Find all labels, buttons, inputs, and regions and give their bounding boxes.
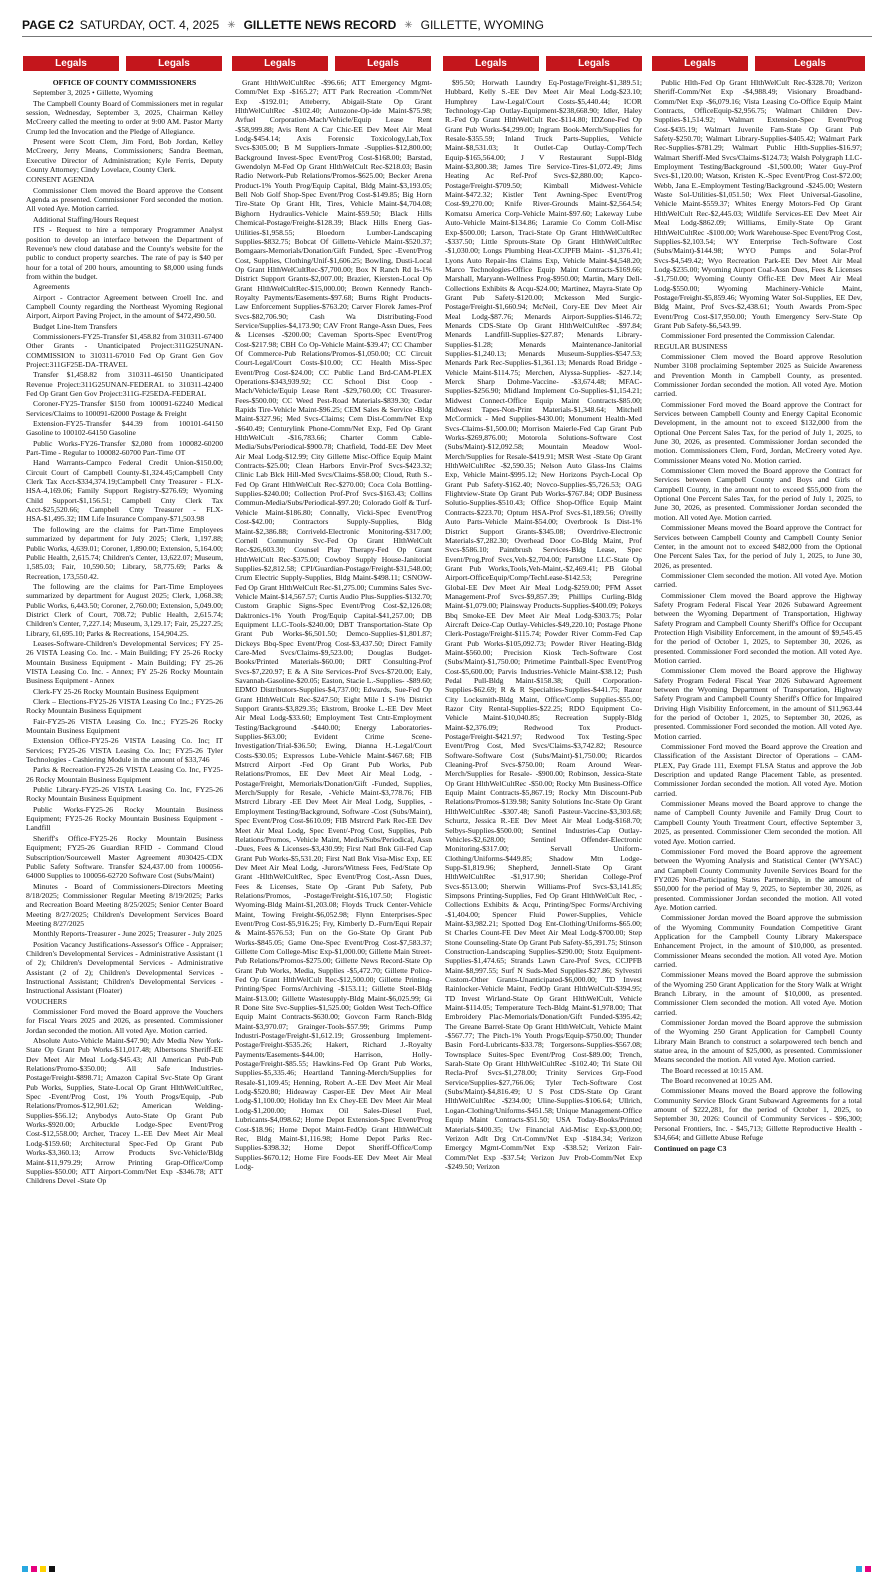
legal-paragraph: Extension Office-FY25-26 VISTA Leasing Co. Inc; IT Services; FY25-26 VISTA Leasing Co. Inc; FY25-26 Tyler Technologies - Cashiering Module in the amount of $33,746 xyxy=(26,736,223,765)
legal-paragraph: Public Library-FY25-26 VISTA Leasing Co. Inc, FY25-26 Rocky Mountain Business Equipment xyxy=(26,785,223,804)
legal-paragraph: CONSENT AGENDA xyxy=(26,175,95,185)
legal-paragraph: Fair-FY25-26 VISTA Leasing Co. Inc.; FY25-26 Rocky Mountain Business Equipment xyxy=(26,716,223,736)
legal-paragraph: The Board recessed at 10:15 AM. xyxy=(661,1065,764,1075)
legal-paragraph: Minutes - Board of Commissioners-Directors Meeting 8/18/2025; Commissioner Regular Meeting 8/19/2025; Parks and Recreation Board Meeting 8/25/2025; Senior Center Board Meeting 8/27/2025; Children's Development Services Board Meeting 8/27/2025 xyxy=(26,881,223,928)
legal-paragraph: VOUCHERS xyxy=(26,996,67,1006)
legal-column-3 xyxy=(445,78,642,1556)
legal-paragraph: Commissioner Jordan moved the Board approve the submission of the Wyoming 250 Grant Application for Campbell County Library Main Branch to construct a solarpowered tech bench and statue area, in the amount of $25,000, as presented. Commissioner Means seconded the motion. All voted Aye. Motion carried. xyxy=(654,1018,862,1065)
legal-paragraph: Commissioner Jordan moved the Board approve the submission of the Wyoming Community Foundation Competitive Grant Application for the Campbell County Library Makerspace Enhancement Project, in the amount of $10,000, as presented. Commissioner Means seconded the motion. All voted Aye. Motion carried. xyxy=(654,913,862,969)
legal-paragraph: OFFICE OF COUNTY COMMISSIONERS xyxy=(52,78,197,87)
legal-paragraph: Parks & Recreation-FY25-26 VISTA Leasing Co. Inc, FY25-26 Rocky Mountain Business Equipment xyxy=(26,765,223,784)
legal-paragraph: Leases-Software-Children's Developmental Services; FY 25-26 VISTA Leasing Co. Inc. - Main Building; FY 25-26 Rocky Mountain Business Equipment - Main Building; FY 25-26 VISTA Leasing Co. Inc. - Annex; FY 25-26 Rocky Mountain Business Equipment - Annex xyxy=(26,638,223,686)
legal-paragraph: Commissioners-FY25-Transfer $1,458.82 from 310311-67400 Other Grants - Unanticipated Project:311G25UNAN-COMMISSION to 310311-67010 Fed Op Grant Gen Gov Project:311GF25E-DA-TRAVEL xyxy=(26,331,223,369)
masthead-rule xyxy=(22,36,872,37)
legal-paragraph: Continued on page C3 xyxy=(654,1143,727,1153)
legal-paragraph: Public Hlth-Fed Op Grant HlthWelCult Rec-$328.70; Verizon Sheriff-Comm/Net Exp -$4,988.49; Visionary Broadband-Comm/Net Exp -$6,079.16; Vista Leasing Co-Office Equip Maint Contracts, OfficeEquip-$2,956.75; Walmart Children Dev-Supplies-$1,514.92; Walmart Extension-Spec Event/Prog Cost-$435.19; Walmart Juvenile Fam-State Op Grant Pub Safety-$250.70; Walmart Library-Supplies-$405.42; Walmart Park Rec-Supplies-$781.29; Walmart Public Hlth-Supplies-$16.97; Walmart Sheriff-Med Svcs/Claims-$124.73; Walsh Polygraph LLC-Employment Testing/Background -$1,500.00; Water Guy-Prof Svcs-$1,120.00; Watson, Kristen K.-Spec Event/Prog Cost-$72.00; Webb, Jana E.-Employment Testing/Background -$245.00; Western Waste Sol-Utilities-$1,051.50; Wex Fleet Universal-Gasoline, Vehicle Maint-$559.37; Whites Energy Motors-Fed Op Grant HlthWelCult Rec-$2,445.03; Wildlife Services-EE Dev Meet Air Meal Lodg-$862.09; Williams, Emily-State Op Grant HlthWelCultRec -$100.00; Work Warehouse-Spec Event/Prog Cost, Supplies-$2,103.54; WY Enterprise Tech-Software Cost (Subs/Maint)-$144.98; WYO Pumps and Solar-Prof Svcs-$4,549.42; Wyo Recreation Park-EE Dev Meet Air Meal Lodg-$235.00; Wyoming Airport Coal-Assn Dues, Fees & Licenses -$1,750.00; Wyoming County Offic-EE Dev Meet Air Meal Lodg-$550.00; Wyoming Machinery-Vehicle Maint, Postage/Freight-$5,859.46; Wyoming Water Sol-Supplies, EE Dev, Bldg Maint, Prof Svcs-$2,438.61; Youth Awards Prom-Spec Event/Prog Cost-$17,950.00; Youth Emergency Serv-State Op Grant Pub Safety-$6,543.99. xyxy=(654,78,862,330)
black-mark xyxy=(49,1566,55,1572)
legal-paragraph: Grant HlthWelCultRec -$96.66; ATT Emergency Mgmt-Comm/Net Exp -$165.27; ATT Park Recreation -Comm/Net Exp -$192.01; Atteberry, Abigail-State Op Grant HlthWelCultRec -$102.40; Autozone-Op-ide Maint-$75.98; Avfuel Corporation-Mach/Vehicle/Equip Lease Rent -$58,999.88; Avis Rent A Car Chic-EE Dev Meet Air Meal Lodg-$454.14; Axis Forensic Toxicology,Lab,Tox Svcs-$305.00; B M Suppliers-Inmate -Supplies-$12,800.00; Background Invest-Spec Event/Prog Cost-$168.00; Barstad, Gwendolyn M-Fed Op Grant HlthWelCult Rec-$218.03; Basin Radio Network-Pub Relations/Promos-$625.00; Becker Arena Product-1% Youth Prog/Equip Capital, Bldg Maint-$3,193.05; Bell Nob Golf Shop-Spec Event/Prog Cost-$149.85; Big Horn Tire-State Op Grant Hlt, Tires, Vehicle Maint-$4,704.08; Bighorn Hydraulics-Vehicle Maint-$59.50; Black Hills Chemical-Postage/Freight-$128.39; Black Hills Energ Gas-Utilities-$1,958.55; Bloedorn Lumber-Landscaping Supplies-$832.75; Bobcat Of Gillette-Vehicle Maint-$520.37; Bomgaars-Memorials/Donation/Gift Funded, Spec -Event/Prog Cost, Supplies, Clothing/Unif-$1,606.25; Bowling, Dusti-Local Op Grant HlthWelCultRec-$7,700.00; Box N Ranch Rd Is-1% District Support Grants-$2,007.00; Brazier, Kiersten-Local Op Grant HlthWelCultRec-$15,000.00; Brown Kennedy Ranch-Royalty Payments/Easements-$97.68; Burns Right Products-Law Enforcement Supplies-$763.20; Carver Florek James-Prof Svcs-$82,706.90; Cash Wa Distributing-Food Service/Supplies-$4,173.90; CAV Front Range-Assn Dues, Fees & Licenses -$200.00; Caveman Sports-Spec Event/Prog Cost-$217.98; CBH Co Op-Vehicle Maint-$39.47; CC Chamber Of Commerce-Pub Relations/Promos-$1,050.00; CC Circuit Court-Legal/Court Costs-$10.00; CC Health Miss-Spec Event/Prog Cost-$24.00; CC Public Land Brd-CAM-PLEX Operations-$343,939.92; CC School Dist Coop -Mach/Vehicle/Equip Lease Rent -$29,760.00; CC Treasurer-Fees-$500.00; CC Weed Pest-Road Materials-$839.30; Cedar Rapids Tire-Vehicle Maint-$96.25; CEM Sales & Service -Bldg Maint-$327.96; Med Svcs-Claims; Cem Dist-Comm/Net Exp -$640.49; Centurylink Phone-Comm/Net Exp, Fed Op Grant HlthWelCult -$16,783.66; Charter Comm Cable-Media/Subs/Periodical-$900.78; Chatfield, Todd-EE Dev Meet Air Meal Lodg-$12.99; City Gillette Misc-Office Equip Maint Contracts-$25.00; Clean Harbors Envir-Prof Svcs-$423.32; Clinic Lab Blck Hill-Med Svcs/Claims-$58.00; Cloud, Ruth S.-Fed Op Grant HlthWelCult Rec-$270.00; Coca Cola Bottling-Supplies-$240.00; Collection Prof-Prof Svcs-$163.43; Collins Commun-Media/Subs/Periodical-$97.20; Colorado Golf & Turf-Vehicle Maint-$186.80; Connally, Vicki-Spec Event/Prog Cost-$42.00; Contractors Supply-Supplies, Bldg Maint-$2,386.88; Corriveld-Electronic Monitoring-$317.00; Cornell Community Svc-Fed Op Grant HlthWelCult Rec-$26,603.30; Counsel Play Therapy-Fed Op Grant HlthWelCult Rec-$375.00; Cowboy Supply House-Janitorial Supplies-$2,812.58; CPI/Guardian-Postage/Freight-$31,548.00; Crum Electric Supply-Supplies, Bldg Maint-$498.11; CSNOW-Fed Op Grant HlthWelCult Rec-$1,275.00; Cummins Sales Svc-Vehicle Maint-$14,567.57; Curtis Audio Plus-Supplies-$132.70; Custom Graphic Signs-Spec Event/Prog Cost-$2,126.08; Daktronics-1% Youth Prog/Equip Capital-$41,257.00; DB Equipment LLC-Tools-$240.00; DBT Transportation-State Op Grant Pub Works-$6,501.50; Demco-Supplies-$1,801.87; Dickeys Bbq-Spec Event/Prog Cost-$3,437.50; Direct Family Care-Med Svcs/Claims-$9,523.00; Douglas Budget-Books/Printed Materials-$60.00; DRT Consulting-Prof Svcs-$7,220.97; E & A Site Services-Prof Svcs-$720.00; Ealy, Savannah-Gasoline-$20.05; Easton, Stacie L.-Supplies- -$89.60; EDMO Distributors-Supplies-$4,737.00; Edwards, Sue-Fed Op Grant HlthWelCult Rec-$247.50; Eight Mile I S-1% District Support Grants-$3,829.35; Ekstrom, Brooke L.-EE Dev Meet Air Meal Lodg-$33.60; Employment Test Cntr-Employment Testing/Background -$440.00; Energy Laboratories-Supplies-$63.00; Evident Crime Scene-Investigation/Trial-$36.50; Ewing, Dianna H.-Legal/Court Costs-$30.05; Expressos Lube-Vehicle Maint-$467.68; FIB Mstrcrd Airport -Fed Op Grant Pub Works, Pub Relations/Promos, EE Dev Meet Air Meal Lodg, -Postage/Freight, Memorials/Donation/Gift -Funded, Supplies, Merch/Supply for Resale, -Vehicle Maint-$3,778.76; FIB Mstrcrd Library -EE Dev Meet Air Meal Lodg, Supplies, -Employment Testing/Background, Software -Cost (Subs/Maint), Spec Event/Prog Cost-$610.09; FIB Mstrcrd Park Rec-EE Dev Meet Air Meal Lodg, Spec Event/-Prog Cost, Supplies, Pub Relations/Promos, -Vehicle Maint, Media/Subs/Periodical, Assn -Dues, Fees & Licenses-$3,430.99; First Natl Bnk Gil-Fed Cap Grant Pub Works-$5,531.20; First Natl Bnk Visa-Misc Exp, EE Dev Meet Air Meal Lodg, -Jurors/Witness Fees, Fed/State Op Grant -HlthWelCultRec, Spec Event/Prog Cost,-Assn Dues, Fees & Licenses, State Op -Grant Pub Safety, Pub Relations/Promos, -Postage/Freight-$16,107.50; Flogistic Wyoming-Bldg Maint-$1,203.08; Floyds Truck Center-Vehicle Maint, Towing Freight-$6,052.98; Flynn Enterprises-Spec Event/Prog Cost-$5,916.25; Fry, Kimberly D.-Furn/Equi Repair & Maint-$576.53; Fun on the Go-State Op Grant Pub Works-$845.05; Game One-Spec Event/Prog Cost-$7,583.37; Gillette Com College-Misc Exp-$1,000.00; Gillette Main Street-Pub Relations/Promos-$275.00; Gillette News Record-State Op Grant Pub Works, Media, Supplies -$5,472.70; Gillette Police-Fed Op Grant HlthWelCult Rec-$12,500.00; Gillette Printing-Printing/Spec Forms/Archiving -$153.11; Gillette Steel-Bldg Maint-$13.00; Gillette Wastesupply-Bldg Maint-$6,025.99; Gi R Done Site Svc-Supplies-$1,525.00; Golden West Tech-Office Equip Maint Contracts-$630.00; Govcon Farm Ranch-Bldg Maint-$3,970.07; Grainger-Tools-$57.99; Grimms Pump Industri-Postage/Freight-$1,612.19; Grossenburg Implement-Postage/Freight-$535.26; Hakert, Richard J.-Royalty Payments/Easements-$44.00; Harrison, Holly-Postage/Freight-$85.55; Hawkins-Fed Op Grant Pub Works, Supplies-$5,335.46; Heartland Tanning-Merch/Supplies for Resale-$1,109.45; Henning, Robert A.-EE Dev Meet Air Meal Lodg-$520.80; Hideaway Casper-EE Dev Meet Air Meal Lodg-$1,100.00; Holiday Inn Ex Chey-EE Dev Meet Air Meal Lodg-$1,200.00; Homax Oil Sales-Diesel Fuel, Lubricants-$4,098.62; Home Depot Extension-Spec Event/Prog Cost-$18.96; Home Depot Maint-FedOp Grant HlthWelCult Rec, Bldg Maint-$1,116.98; Home Depot Parks Rec-Supplies-$398.32; Home Depot Sheriff-Office/Comp Supplies-$670.12; Home Fire Foods-EE Dev Meet Air Meal Lodg- xyxy=(235,78,432,1171)
legal-paragraph: REGULAR BUSINESS xyxy=(654,341,728,351)
legal-paragraph: Clerk – Elections-FY25-26 VISTA Leasing Co Inc.; FY25-26 Rocky Mountain Business Equipment xyxy=(26,697,223,716)
section-banner: Legals xyxy=(546,56,642,71)
legal-paragraph: Hand Warrants-Campco Federal Credit Union-$150.00; Circuit Court of Campbell County-$1,324.45;Campbell Cnty Clerk Tax Acct-$334,374.19;Campbell Cnty Treasurer - FLX-HSA-4,169.06; Family Support Registry-$276.69; Wyoming Child Support-$1,156.51; Campbell Cnty Clerk Tax Acct-$25,520.66; Campbell Cnty Treasurer - FLX-HSA-$1,495.32; IIM Life Insurance Company-$71,503.98 xyxy=(26,458,223,524)
legal-paragraph: Public Works-FY26-Transfer $2,080 from 100082-60200 Part-Time - Regular to 100082-60700 Part-Time OT xyxy=(26,438,223,458)
section-banner: Legals xyxy=(755,56,865,71)
cyan-mark xyxy=(22,1566,28,1572)
newspaper-location: GILLETTE, WYOMING xyxy=(420,18,544,32)
legal-paragraph: Commissioner Ford moved the Board approve the Vouchers for Fiscal Years 2025 and 2026, as presented. Commissioner Jordan seconded the motion. All voted Aye. Motion carried. xyxy=(26,1007,223,1035)
legal-paragraph: Sheriff's Office-FY25-26 Rocky Mountain Business Equipment; FY25-26 Guardian RFID - Command Cloud Subscription/Sourcewell Master Agreement #030425-CDX Public Safety Software. Transfer $24,437.00 from 100056-64000 Supplies to 100056-62720 Software Cost (Subs/Maint) xyxy=(26,833,223,881)
section-banner: Legals xyxy=(23,56,119,71)
legal-paragraph: Commissioner Clem seconded the motion. All voted Aye. Motion carried. xyxy=(654,570,862,590)
legal-paragraph: $95.50; Horwath Laundry Eq-Postage/Freight-$1,389.51; Hubbard, Kelly S.-EE Dev Meet Air Meal Lodg-$23.10; Humphrey Law-Legal/Court Costs-$5,440.44; ICOR Technology-Cap Outlay-Equipment-$238,668.90; Idler, Haley R.-Fed Op Grant HlthWelCult Rec-$114.80; IDZone-Fed Op Grant Pub Works-$4,299.00; Ingram Book-Merch/Supplies for Resale-$355.59; Inland Truck Parts-Supplies, Vehicle Maint-$8,531.03; It Outlet-Cap Outlay-Comp/Tech Equip-$165,564.00; J V Restaurant Suppl-Bldg Maint-$3,800.38; James Tire Service-Tires-$1,072.49; Jims Heating Ac Ref-Prof Svcs-$2,880.00; Kapco-Postage/Freight-$709.50; Kimball Midwest-Vehicle Maint-$472.32; Kistler Tent Awning-Spec Event/Prog Cost-$9,270.00; Knife River-Grounds Maint-$2,564.54; Komatsu America Corp-Vehicle Maint-$97.60; Lakeway Lube Auto-Vehicle Maint-$134.86; Laramie Co Comm Coll-Misc Exp-$500.00; Larson, Traci-State Op Grant HlthWelCultRec -$337.50; Little Sprouts-State Op Grant HlthWelCultRec -$1,030.00; Longs Plumbing Heat-CCJPFB Maint- -$1,376.41; Lyons Auto Repair-Ins Claims Exp, Vehicle Maint-$4,548.20; Marco Technologies-Office Equip Maint Contracts-$169.66; Marshall, Maryann-Wellness Prog-$950.00; Martin, Mary Dell-Collections Exhibits & Acqu-$24.00; Martinez, Mayra-State Op Grant Pub Safety-$120.00; Mckesson Med Surgic-Postage/Freight-$1,660.94; McNeil, Cory-EE Dev Meet Air Meal Lodg-$87.76; Menards Airport-Supplies-$146.72; Menards CDS-State Op Grant HlthWelCultRec -$97.84; Menards Landfill-Supplies-$27.87; Menards Library-Supplies-$1.28; Menards Maintenance-Janitorial Supplies-$1,240.13; Menards Museum-Supplies-$547.53; Menards Park Rec-Supplies-$1,361.13; Menards Road Bridge -Vehicle Maint-$114.75; Merchen, Alyssa-Supplies- -$27.14; Merck Sharp Dohme-Vaccine- -$3,674.48; MFAC-Supplies-$256.90; Midland Implement Co-Supplies-$1,154.21; Midwest Connect-Office Equip Maint Contracts-$85.00; Midwest Tapes-Non-Print Materials-$1,348.64; Mitchell McCormick - Med Supplies-$430.00; Monument Health-Med Svcs-Claims-$1,500.00; Morrison Maierle-Fed Cap Grant Pub Works-$269,876.00; Motorola Solutions-Software Cost (Subs/Maint)-$12,092.58; Mountain Meadow Wool-Merch/Supplies for Resale-$419.91; MSR West -State Op Grant HlthWelCultRec -$2,590.35; Nelson Auto Glass-Ins Claims Exp, Vehicle Maint-$995.12; New Horizons Psych-Local Op Grant Pub Safety-$162.40; Novco-Supplies-$5,726.53; OAG Flightview-State Op Grant Pub Works-$767.84; ODP Business Solutio-Supplies-$510.43; Office Shop-Office Equip Maint Contracts-$223.70; Optum HSA-Prof Svcs-$1,189.56; O'reilly Auto Parts-Vehicle Maint-$54.00; Overbrook Is Dist-1% District Support Grants-$345.08; Overdrive-Electronic Materials-$7,282.30; Overhead Door Co-Bldg Maint, Prof Svcs-$586.10; Paintbrush Services-Bldg Lease, Spec Event/Prog,Prof Svcs,Veh-$2,704.00; PartsOne LLC-State Op Grant Pub Works,Tools,Veh-Maint,-$2,469.41; PB Global Airport-OfficeEquip/Comp/TechLease-$142.53; Peregrine Global-EE Dev Meet Air Meal Lodg-$259.00; PFM Asset Management-Prof Svcs-$9,857.39; Phillips Curling-Bldg Maint-$1,079.00; Plainsway Products-Supplies-$400.09; Pokeys Bbq Smoke-EE Dev Meet Air Meal Lodg-$303.75; Polar Aircraft Deice-Cap Outlay-Vehicles-$49,220.10; Postage Phone Clerk-Postage/Freight-$115.74; Powder River Comm-Fed Cap Grant Pub Works-$105,092.73; Powder River Heating-Bldg Maint-$560.00; Precision Kiosk Tech-Software Cost (Subs/Maint)-$1,750.00; Primetime Paintball-Spec Event/Prog Cost-$5,600.00; Parvis Industries-Vehicle Maint-$38.12; Push Pedal Pull-Bldg Maint-$158.38; Quill Corporation-Supplies-$62.69; R & R Specialties-Supplies-$441.75; Razor City Locksmith-Bldg Maint, Office/Comp Supplies-$55.00; Razor City Rental-Supplies-$22.25; RDO Equipment Co-Vehicle Maint-$10,040.85; Recreation Supply-Bldg Maint-$2,376.09; Redwood Tox Product-Postage/Freight-$421.97; Redwood Tox Testing-Spec Event/Prog Cost, Med Svcs/Claims-$3,742.82; Resource Software-Software Cost (Subs/Maint)-$1,750.00; Ricardos Cleaning-Prof Svcs-$750.00; Roam Around Wear-Merch/Supplies for Resale- -$900.00; Robinson, Jessica-State Op Grant HlthWelCultRec -$50.00; Rocky Mtn Business-Office Equip Maint Contracts-$5,867.19; Rocky Mtn Discount-Pub Relations/Promos-$139.98; Sanity Solutions Inc-State Op Grant HlthWelCultRec -$307.48; Sanofi Pasteur-Vaccine-$3,303.68; Schurtz, Jessica R.-EE Dev Meet Air Meal Lodg-$168.70; Selbys-Supplies-$500.00; Sentinel Industries-Cap Outlay-Vehicles-$2,628.00; Sentinel Offender-Electronic Monitoring-$317.00; Servall Uniform-Clothing/Uniforms-$449.85; Shadow Mtn Lodge-Supp-$1,819.96; Shepherd, Jennell-State Op Grant HlthWelCultRec -$1,917.90; Sheridan College-Prof Svcs-$513.00; Sherwin Williams-Prof Svcs-$3,141.85; Simpsons Printing-Supplies, Fed Op Grant HlthWelCult Rec, -Collections Exhibits & Acqu, Printing/Spec Forms/Archiving -$1,404.00; Spencer Fluid Power-Supplies, Vehicle Maint-$3,982.21; Spotted Dog Ent-Clothing/Uniforms-$65.00; St Charles Count-FE Dev Meet Air Meal Lodg-$700.00; Step Stone Counseling-State Op Grant Pub Safety-$5,391.75; Stinson Construction-Landscaping Supplies-$290.00; Stotz Equipment-Supplies-$1,474.65; Strands Lawn Care-Prof Svcs, CCJPFB Maint-$8,997.55; Surf N Suds-Med Supplies-$27.86; Sylvestri Custom-Other Grants-Unanticipated-$6,000.00; TD Invest Rainlocker-Vehicle Maint, FedOp Grant HlthWelCult-$394.95; TD Invest Wirland-State Op Grant HlthWelCult, Vehicle Maint-$114.05; Temperature Tech-Bldg Maint-$1,978.00; That Embroidery Plac-Memorials/Donation/Gift Funded-$395.42; The Greane Barrel-State Op Grant HlthWelCult, Vehicle Maint -$567.77; The Pitch-1% Youth Progs/Equip-$750.00; Thunder Basin Ford-Lubricants-$33.78; Torgersons-Supplies-$567.08; Townsplace Suites-Spec Event/Prog Cost-$89.00; Trench, Sarah-State Op Grant HlthWelCultRec -$102.40; Tri State Oil Recla-Prof Svcs-$1,278.00; Trinity Services Grp-Food Service/Supplies-$27,766.06; Tyler Tech-Software Cost (Subs/Maint)-$4,816.49; U S Post CDS-State Op Grant HlthWelCultRec -$234.00; Uline-Supplies-$106.64; Ullrich, Logan-Clothing/Uniforms-$451.58; Unique Management-Office Equip Maint Contracts-$51.50; USA Today-Books/Printed Materials-$400.35; Uw Financial Aid-Misc Exp-$3,000.00; Verizon Adlt Drg Crt-Comm/Net Exp -$184.34; Verizon Emergcy Mgmt-Comm/Net Exp -$38.52; Verizon Fair-Comm/Net Exp -$37.54; Verizon Juv Prob-Comm/Net Exp -$249.50; Verizon xyxy=(445,78,642,1171)
magenta-mark xyxy=(31,1566,37,1572)
cyan-mark xyxy=(856,1566,862,1572)
section-banner: Legals xyxy=(232,56,328,71)
legal-paragraph: Commissioner Means moved the Board approve to change the name of Campbell County Juvenile and Family Drug Court to Campbell County Youth Treatment Court, effective September 3, 2025, as presented. Commissioner Clem seconded the motion. All voted Aye. Motion carried. xyxy=(654,799,862,846)
legal-paragraph: Coroner-FY25-Transfer $150 from 100091-62240 Medical Services/Claims to 100091-62000 Postage & Freight xyxy=(26,399,223,418)
legal-paragraph: Agreements xyxy=(33,282,70,292)
legal-paragraph: Commissioner Means moved the Board approve the following Community Service Block Grant Subaward Agreements for a total amount of $222,281, for the period of October 1, 2025, to September 30, 2026: Council of Community Services - $96,300; Personal Frontiers, Inc. - $45,713; Gillette Reproductive Health - $34,664; and Gillette Abuse Refuge xyxy=(654,1086,862,1143)
star-separator: ✳ xyxy=(227,19,236,31)
legal-paragraph: Commissioner Ford moved the Board approve the agreement between the Wyoming Analysis and Statistical Center (WYSAC) and Campbell County Community Juvenile Services Board for the FY2026 Non-Participating States Partnership, in the amount of $50,000 for the period of May 9, 2025, to September 30, 2026, as presented. Commissioner Jordan seconded the motion. All voted Aye. Motion carried. xyxy=(654,846,862,912)
legal-paragraph: The Board reconvened at 10:25 AM. xyxy=(661,1076,773,1086)
legal-paragraph: Commissioner Clem moved the Board approve Resolution Number 3108 proclaiming September 2025 as Suicide Awareness and Prevention Month in Campbell County, as presented. Commissioner Jordan seconded the motion. All voted Aye. Motion carried. xyxy=(654,351,862,399)
legal-column-1 xyxy=(26,78,223,1556)
legal-paragraph: Clerk-FY 25-26 Rocky Mountain Business Equipment xyxy=(33,686,199,696)
legal-paragraph: Airport - Contractor Agreement between Croell Inc. and Campbell County regarding the Northeast Wyoming Regional Airport, Airport Paving Project, in the amount of $472,490.50. xyxy=(26,292,223,321)
legal-paragraph: Extension-FY25-Transfer $44.39 from 100101-64150 Gasoline to 100102-64150 Gasoline xyxy=(26,419,223,438)
magenta-mark xyxy=(865,1566,871,1572)
legal-paragraph: ITS - Request to hire a temporary Programmer Analyst position to develop an interface between the Department of Revenue's new cloud database and the County's website for the public to conduct property searches. The rate of pay is $40 per hour for a total of 200 hours, amounting to $8,000 using funds from within the budget. xyxy=(26,225,223,281)
section-banner: Legals xyxy=(652,56,748,71)
page-number: PAGE C2 xyxy=(22,18,74,32)
page-masthead xyxy=(22,14,872,36)
legal-paragraph: Budget Line-Item Transfers xyxy=(33,321,118,331)
legal-paragraph: Commissioner Clem moved the Board approve the Contract for Services between Campbell County and Boys and Girls of Campbell County, in the amount not to exceed $55,000 from the Optional One Percent Sales Tax, for the period of July 1, 2025, to June 30, 2026, as presented. Commissioner Jordan seconded the motion. All voted Aye. Motion carried. xyxy=(654,466,862,522)
legal-paragraph: Commissioner Ford moved the Board approve the Contract for Services between Campbell County and Energy Capital Economic Development, in the amount not to exceed $132,000 from the Optional One Percent Sales Tax, for the period of July 1, 2025, to June 30, 2026, as presented. Commissioner Jordan seconded the motion. Commissioners Clem, Ford, Jordan, McCreery voted Aye. Commissioner Means voted No. Motion carried. xyxy=(654,399,862,465)
section-banner: Legals xyxy=(335,56,431,71)
legal-paragraph: Commissioner Ford moved the Board approve the Creation and Classification of the Assistant Director of Operations – CAM-PLEX, Pay Grade 111, Exempt FLSA Status and approve the Job Description and updated Range Placement Table, as presented. Commissioner Jordan seconded the motion. All voted Aye. Motion carried. xyxy=(654,742,862,798)
legal-paragraph: Public Works-FY25-26 Rocky Mountain Business Equipment; FY25-26 Rocky Mountain Business Equipment - Landfill xyxy=(26,804,223,833)
legal-paragraph: Position Vacancy Justifications-Assessor's Office - Appraiser; Children's Developmental Services - Administrative Assistant (1 of 2); Children's Developmental Services - Administrative Assistant (2 of 2); Children's Developmental Services - Instructional Assistant; Children's Developmental Services - Instructional Assistant (Floater) xyxy=(26,939,223,996)
legal-paragraph: The following are the claims for Part-Time Employees summarized by department for July 2025; Clerk, 1,197.88; Public Works, 4,639.01; Coroner, 1,890.00; Extension, 5,164.00; Public Health, 2,615.74; Children's Center, 13,622.07; Museum, 1,585.03; Fair, 10,590.50; Library, 58,775.69; Parks & Recreation, 173,550.42. xyxy=(26,524,223,581)
legal-paragraph: Transfer $1,458.82 from 310311-46150 Unanticipated Revenue Project:311G25UNAN-FEDERAL to 310311-42400 Fed Op Grant Gen Gov Project:311G-F25EDA-FEDERAL xyxy=(26,370,223,398)
legal-paragraph: Monthly Reports-Treasurer - June 2025; Treasurer - July 2025 xyxy=(33,929,223,939)
newspaper-name: GILLETTE NEWS RECORD xyxy=(243,18,397,32)
print-registration-marks xyxy=(22,1566,872,1574)
legal-paragraph: September 3, 2025 • Gillette, Wyoming xyxy=(33,88,153,98)
legal-paragraph: Commissioner Clem moved the Board approve the Highway Safety Program Federal Fiscal Year 2026 Subaward Agreement between the Wyoming Department of Transportation, Highway Safety Program and Campbell County Sheriff's Office for Occupant Protection High Visibility Enforcement, in the amount of $9,545.45 for the period of October 1, 2025, to September 30, 2026, as presented. Commissioner Ford seconded the motion. All voted Aye. Motion carried. xyxy=(654,590,862,665)
legal-paragraph: Present were Scott Clem, Jim Ford, Bob Jordan, Kelley McCreery, Jerry Means, Commissioners; Sandra Beeman, Executive Director of Administration; Kyle Ferris, Deputy County Attorney; Cindy Lovelace, County Clerk. xyxy=(26,137,223,175)
legal-paragraph: Absolute Auto-Vehicle Maint-$47.90; Adv Media New York-State Op Grant Pub Works-$11,017.48; Albertsons Sheriff-EE Dev Meet Air Meal Lodg-$45.43; All American Pub-Pub Relations/Promo-$350.00; All Safe Industries-Postage/Freight-$898.71; Amazon Capital Svc-State Op Grant Pub Works, Supplies, State-Local Op Grant HlthWelCultRec, Spec -Event/Prog Cost, 1% Youth Progs/Equip, -Pub Relations/Promos-$12,901.62; American Welding-Supplies-$56.12; Anybodys Auto-State Op Grant Pub Works-$920.00; Arbuckle Lodge-Spec Event/Prog Cost-$12,558.00; Archer, Tracey L.-EE Dev Meet Air Meal Lodg-$159.60; Architectural Spec-Fed Op Grant Pub Works-$3,360.13; Arrow Products Svc-Vehicle/Bldg Maint-$11,979.29; Arrow Printing Grap-Office/Comp Supplies-$50.00; ATT Airport-Comm/Net Exp -$346.78; ATT Childrens Devel -State Op xyxy=(26,1036,223,1186)
legal-column-2 xyxy=(235,78,432,1556)
legal-paragraph: Additional Staffing/Hours Request xyxy=(33,214,139,224)
section-banner: Legals xyxy=(126,56,222,71)
legal-paragraph: Commissioner Clem moved the Board approve the Highway Safety Program Federal Fiscal Year 2026 Subaward Agreement between the Wyoming Department of Transportation, Highway Safety Program and Campbell County Sheriff's Office for Impaired Driving High Visibility Enforcement, in the amount of $11,963.44 for the period of October 1, 2025, to September 30, 2026, as presented. Commissioner Ford seconded the motion. All voted Aye. Motion carried. xyxy=(654,666,862,741)
legal-paragraph: Commissioner Ford presented the Commission Calendar. xyxy=(661,331,835,341)
legal-paragraph: The following are the claims for Part-Time Employees summarized by department for August 2025; Clerk, 1,068.38; Public Works, 6,443.50; Coroner, 2,760.00; Extension, 5,049.00; District Clerk of Court, 708.72; Public Health, 2,615.74; Children's Center, 7,227.14; Museum, 3,129.17; Fair, 25,227.25; Library, 61,695.10; Parks & Recreations, 154,904.25. xyxy=(26,581,223,638)
legal-paragraph: Commissioner Means moved the Board approve the submission of the Wyoming 250 Grant Application for the Story Walk at Wright Branch Library, in the amount of $10,000, as presented. Commissioner Clem seconded the motion. All voted Aye. Motion carried. xyxy=(654,970,862,1017)
legal-paragraph: Commissioner Means moved the Board approve the Contract for Services between Campbell County and Campbell County Senior Center, in the amount not to exceed $482,000 from the Optional One Percent Sales Tax, for the period of July 1, 2025, to June 30, 2026, as presented. xyxy=(654,523,862,570)
legal-paragraph: Commissioner Clem moved the Board approve the Consent Agenda as presented. Commissioner Ford seconded the motion. All voted Aye. Motion carried. xyxy=(26,185,223,214)
legal-paragraph: The Campbell County Board of Commissioners met in regular session, Wednesday, September 3, 2025, Chairman Kelley McCreery called the meeting to order at 9:00 AM. Pastor Marty Crump led the Invocation and the Pledge of Allegiance. xyxy=(26,98,223,136)
issue-date: SATURDAY, OCT. 4, 2025 xyxy=(79,18,220,32)
legal-column-4 xyxy=(654,78,862,1556)
section-banner: Legals xyxy=(443,56,539,71)
yellow-mark xyxy=(40,1566,46,1572)
star-separator-2: ✳ xyxy=(404,19,413,31)
